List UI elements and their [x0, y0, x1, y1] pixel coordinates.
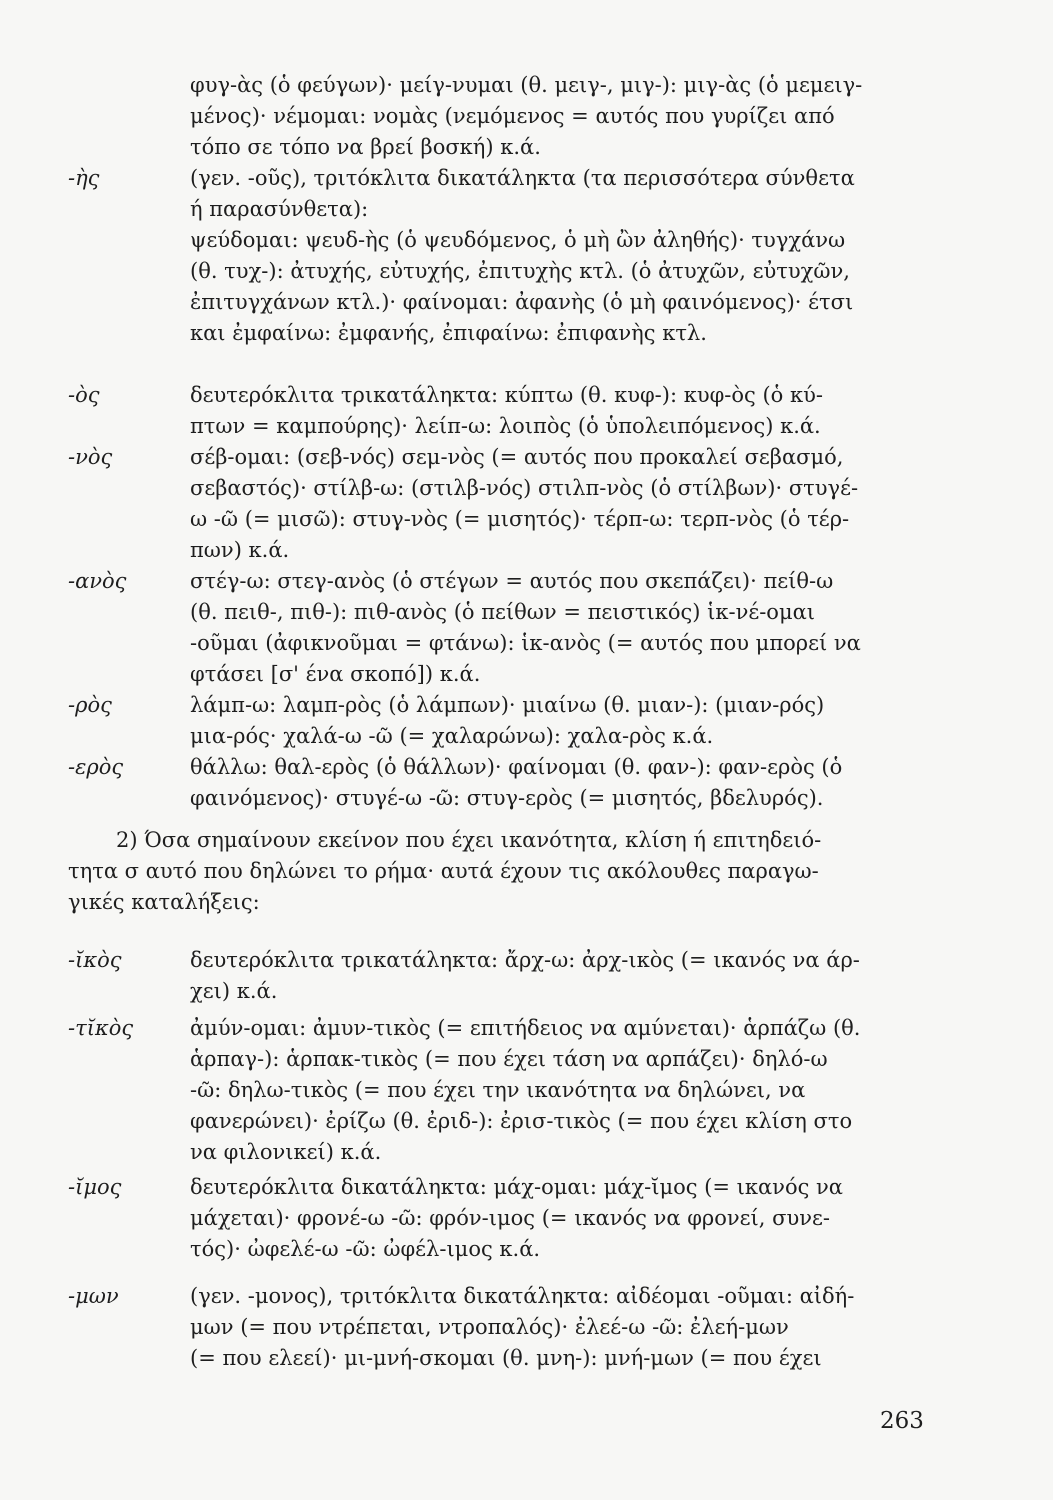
entry-text — [190, 70, 928, 163]
suffix-label: -νὸς — [68, 445, 113, 469]
suffix-label: -ερὸς — [68, 755, 124, 779]
text-line: λάμπ-ω: λαμπ-ρὸς (ὁ λάμπων)· μιαίνω (θ. μιαν-): (μιαν-ρός) — [190, 693, 825, 717]
text-line: -ῶ: δηλω-τικὸς (= που έχει την ικανότητα να δηλώνει, να — [190, 1078, 806, 1102]
text-line: σέβ-ομαι: (σεβ-νός) σεμ-νὸς (= αυτός που προκαλεί σεβασμό, — [190, 445, 844, 469]
entry-text — [190, 380, 928, 442]
entry-text — [190, 442, 928, 566]
text-line: τόπο σε τόπο να βρεί βοσκή) κ.ά. — [190, 135, 541, 159]
entry-text — [190, 752, 928, 814]
text-line: δευτερόκλιτα δικατάληκτα: μάχ-ομαι: μάχ-ῐμος (= ικανός να — [190, 1175, 843, 1199]
paragraph-2-cont — [68, 856, 928, 918]
paragraph-2 — [68, 825, 928, 856]
text-line: στέγ-ω: στεγ-ανὸς (ὁ στέγων = αυτός που σκεπάζει)· πείθ-ω — [190, 569, 834, 593]
text-line: -οῦμαι (ἀφικνοῦμαι = φτάνω): ἱκ-ανὸς (= αυτός που μπορεί να — [190, 631, 861, 655]
text-line: φανερώνει)· ἐρίζω (θ. ἐριδ-): ἐρισ-τικὸς (= που έχει κλίση στο — [190, 1109, 853, 1133]
text-line: πτων = καμπούρης)· λείπ-ω: λοιπὸς (ὁ ὑπολειπόμενος) κ.ά. — [190, 414, 821, 438]
text-line: μάχεται)· φρονέ-ω -ῶ: φρόν-ιμος (= ικανός να φρονεί, συνε- — [190, 1206, 830, 1230]
text-line: (= που ελεεί)· μι-μνή-σκομαι (θ. μνη-): μνή-μων (= που έχει — [190, 1346, 822, 1370]
text-line: φυγ-ὰς (ὁ φεύγων)· μείγ-νυμαι (θ. μειγ-, μιγ-): μιγ-ὰς (ὁ μεμειγ- — [190, 73, 863, 97]
text-line: σεβαστός)· στίλβ-ω: (στιλβ-νός) στιλπ-νὸς (ὁ στίλβων)· στυγέ- — [190, 476, 859, 500]
text-line: (θ. πειθ-, πιθ-): πιθ-ανὸς (ὁ πείθων = πειστικός) ἱκ-νέ-ομαι — [190, 600, 816, 624]
text-line: φτάσει [σ' ένα σκοπό]) κ.ά. — [190, 662, 481, 686]
text-line: ἁρπαγ-): ἁρπακ-τικὸς (= που έχει τάση να αρπάζει)· δηλό-ω — [190, 1047, 828, 1071]
text-line: τητα σ αυτό που δηλώνει το ρήμα· αυτά έχουν τις ακόλουθες παραγω- — [68, 859, 819, 883]
suffix-label: -τῐκὸς — [68, 1016, 134, 1040]
text-line: (γεν. -μονος), τριτόκλιτα δικατάληκτα: αἰδέομαι -οῦμαι: αἰδή- — [190, 1284, 855, 1308]
text-line: μια-ρός· χαλά-ω -ῶ (= χαλαρώνω): χαλα-ρὸς κ.ά. — [190, 724, 714, 748]
text-line: θάλλω: θαλ-ερὸς (ὁ θάλλων)· φαίνομαι (θ. φαν-): φαν-ερὸς (ὁ — [190, 755, 843, 779]
text-line: μένος)· νέμομαι: νομὰς (νεμόμενος = αυτός που γυρίζει από — [190, 104, 835, 128]
text-line: ἀμύν-ομαι: ἀμυν-τικὸς (= επιτήδειος να αμύνεται)· ἁρπάζω (θ. — [190, 1016, 861, 1040]
text-line: ω -ῶ (= μισῶ): στυγ-νὸς (= μισητός)· τέρπ-ω: τερπ-νὸς (ὁ τέρ- — [190, 507, 850, 531]
text-line: 2) Όσα σημαίνουν εκείνον που έχει ικανότητα, κλίση ή επιτηδειό- — [116, 828, 822, 852]
text-line: (γεν. -οῦς), τριτόκλιτα δικατάληκτα (τα περισσότερα σύνθετα — [190, 166, 855, 190]
entry-text — [190, 1281, 928, 1374]
entry-text — [190, 1172, 928, 1265]
text-line: μων (= που ντρέπεται, ντροπαλός)· ἐλεέ-ω -ῶ: ἐλεή-μων — [190, 1315, 789, 1339]
text-line: ή παρασύνθετα): — [190, 197, 369, 221]
suffix-label: -ῐμος — [68, 1175, 122, 1199]
entry-text — [190, 163, 928, 349]
suffix-label: -ρὸς — [68, 693, 112, 717]
text-line: δευτερόκλιτα τρικατάληκτα: κύπτω (θ. κυφ-): κυφ-ὸς (ὁ κύ- — [190, 383, 823, 407]
text-line: δευτερόκλιτα τρικατάληκτα: ἄρχ-ω: ἀρχ-ικὸς (= ικανός να άρ- — [190, 948, 860, 972]
suffix-label: -ανὸς — [68, 569, 127, 593]
text-line: πων) κ.ά. — [190, 538, 290, 562]
text-line: να φιλονικεί) κ.ά. — [190, 1140, 382, 1164]
entry-text — [190, 1013, 928, 1168]
suffix-label: -ὴς — [68, 166, 100, 190]
suffix-label: -μων — [68, 1284, 119, 1308]
suffix-label: -ὸς — [68, 383, 100, 407]
entry-text — [190, 690, 928, 752]
text-line: ψεύδομαι: ψευδ-ὴς (ὁ ψευδόμενος, ὁ μὴ ὢν ἀληθής)· τυγχάνω — [190, 228, 846, 252]
page-number: 263 — [880, 1408, 924, 1434]
text-line: τός)· ὠφελέ-ω -ῶ: ὠφέλ-ιμος κ.ά. — [190, 1237, 541, 1261]
text-line: ἐπιτυγχάνων κτλ.)· φαίνομαι: ἀφανὴς (ὁ μὴ φαινόμενος)· έτσι — [190, 290, 854, 314]
text-line: χει) κ.ά. — [190, 979, 278, 1003]
suffix-label: -ῐκὸς — [68, 948, 122, 972]
text-line: γικές καταλήξεις: — [68, 890, 260, 914]
text-line: (θ. τυχ-): ἀτυχής, εὐτυχής, ἐπιτυχὴς κτλ. (ὁ ἀτυχῶν, εὐτυχῶν, — [190, 259, 850, 283]
entry-text — [190, 945, 928, 1007]
text-line: φαινόμενος)· στυγέ-ω -ῶ: στυγ-ερὸς (= μισητός, βδελυρός). — [190, 786, 824, 810]
entry-text — [190, 566, 928, 690]
text-line: και ἐμφαίνω: ἐμφανής, ἐπιφαίνω: ἐπιφανὴς κτλ. — [190, 321, 707, 345]
